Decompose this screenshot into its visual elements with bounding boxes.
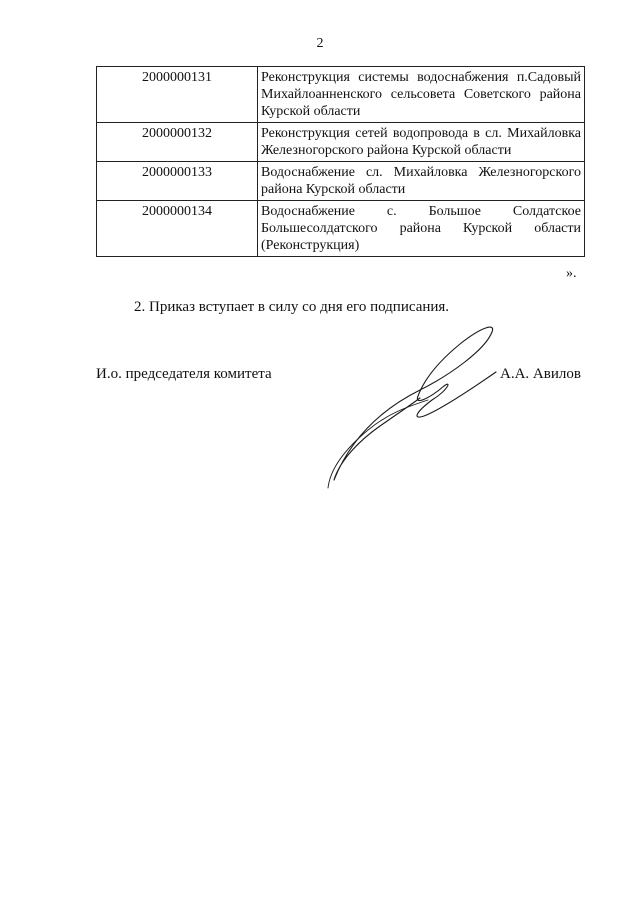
- table-row: [97, 162, 585, 201]
- table-cell-description: Водоснабжение с. Большое Солдатское Большесолдатского района Курской области (Реконструкция): [258, 201, 585, 257]
- clause-paragraph: 2. Приказ вступает в силу со дня его подписания.: [134, 299, 450, 315]
- table-cell-code: 2000000134: [97, 201, 258, 257]
- table-cell-description: Водоснабжение сл. Михайловка Железногорского района Курской области: [258, 162, 585, 201]
- signer-position-title: И.о. председателя комитета: [96, 366, 272, 382]
- page-number: 2: [316, 36, 324, 51]
- table-row: [97, 201, 585, 257]
- handwritten-signature: [320, 320, 520, 490]
- table-row: [97, 123, 585, 162]
- table-cell-code: 2000000131: [97, 67, 258, 123]
- closing-quote: ».: [566, 266, 577, 281]
- table-row: [97, 67, 585, 123]
- signer-name: А.А. Авилов: [500, 366, 581, 382]
- table-cell-code: 2000000132: [97, 123, 258, 162]
- table-cell-description: Реконструкция системы водоснабжения п.Садовый Михайлоанненского сельсовета Советского района Курской области: [258, 67, 585, 123]
- table-cell-description: Реконструкция сетей водопровода в сл. Михайловка Железногорского района Курской области: [258, 123, 585, 162]
- table-cell-code: 2000000133: [97, 162, 258, 201]
- codes-table: [96, 66, 585, 257]
